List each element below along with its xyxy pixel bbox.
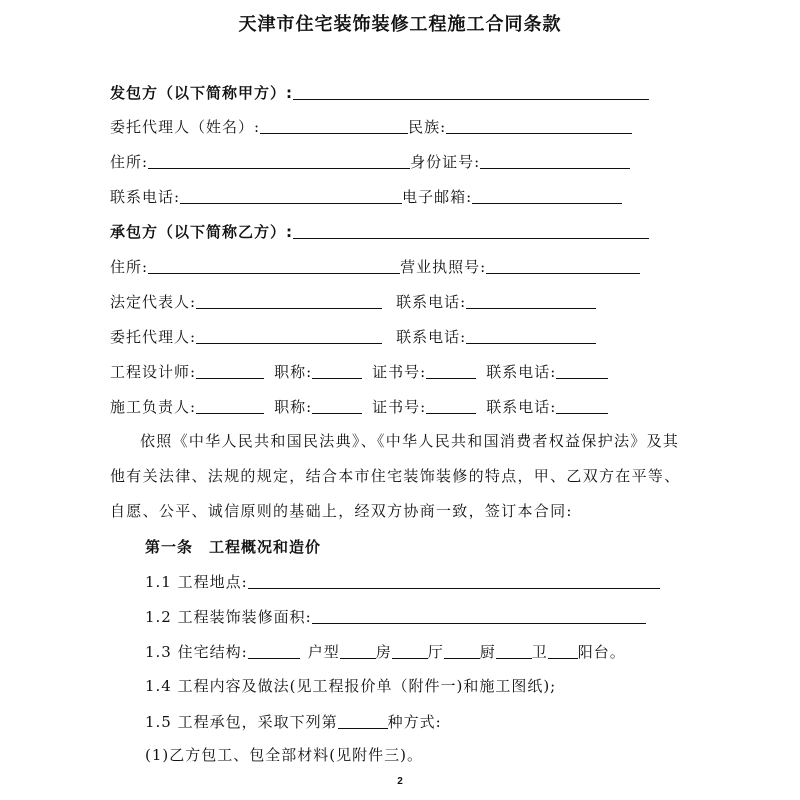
manager-blank — [196, 397, 264, 414]
party-a-agent-label: 委托代理人（姓名）: — [110, 118, 261, 136]
party-a-phone-blank — [180, 187, 402, 204]
option-1: (1)乙方包工、包全部材料(见附件三)。 — [145, 746, 423, 764]
party-a-address-row — [110, 150, 630, 172]
party-a-id-blank — [480, 152, 630, 169]
clause-1-5-blank — [338, 712, 388, 729]
party-b-designer-row — [110, 360, 608, 382]
clause-1-2-blank — [312, 607, 646, 624]
clause-1-3-row — [145, 640, 626, 662]
manager-label: 施工负责人: — [110, 398, 197, 416]
party-b-license-label: 营业执照号: — [400, 258, 487, 276]
party-b-address-row — [110, 255, 640, 277]
party-a-address-label: 住所: — [110, 153, 149, 171]
clause-1-2-row — [145, 605, 646, 627]
party-a-label: 发包方（以下简称甲方）: — [110, 84, 293, 102]
clause-1-3-label: 1.3 住宅结构: — [145, 643, 248, 661]
party-a-contact-row — [110, 185, 622, 207]
huxing-label: 户型 — [307, 643, 340, 661]
party-a-phone-label: 联系电话: — [110, 188, 181, 206]
document-title: 天津市住宅装饰装修工程施工合同条款 — [238, 14, 562, 35]
party-a-id-label: 身份证号: — [410, 153, 481, 171]
designer-cert-blank — [426, 362, 476, 379]
clause-1-5-suffix: 种方式: — [387, 713, 442, 731]
party-b-address-blank — [148, 257, 400, 274]
page-number: 2 — [397, 776, 403, 787]
designer-blank — [196, 362, 264, 379]
clause-1-5-row — [145, 710, 442, 732]
party-b-license-blank — [486, 257, 640, 274]
preamble-paragraph: 依照《中华人民共和国民法典》、《中华人民共和国消费者权益保护法》及其他有关法律、法规的规定，结合本市住宅装饰装修的特点，甲、乙双方在平等、自愿、公平、诚信原则的基础上，经双方协商一致，签订本合同: — [110, 432, 681, 520]
manager-title-label: 职称: — [274, 398, 313, 416]
party-b-agent-row — [110, 325, 596, 347]
party-b-label: 承包方（以下简称乙方）: — [110, 223, 293, 241]
party-b-manager-row — [110, 395, 608, 417]
party-a-email-label: 电子邮箱: — [402, 188, 473, 206]
bath-blank — [496, 642, 532, 659]
party-b-legal-rep-blank — [196, 292, 382, 309]
hall-label: 厅 — [427, 643, 444, 661]
manager-phone-label: 联系电话: — [486, 398, 557, 416]
clause-1-1-blank — [248, 572, 660, 589]
party-b-agent-label: 委托代理人: — [110, 328, 197, 346]
manager-phone-blank — [556, 397, 608, 414]
party-b-agent-phone-label: 联系电话: — [396, 328, 467, 346]
party-b-legal-rep-row — [110, 290, 596, 312]
bath-label: 卫 — [531, 643, 548, 661]
balcony-blank — [548, 642, 578, 659]
designer-phone-label: 联系电话: — [486, 363, 557, 381]
kitchen-label: 厨 — [479, 643, 496, 661]
hall-blank — [392, 642, 428, 659]
clause-1-1-row — [145, 570, 660, 592]
designer-label: 工程设计师: — [110, 363, 197, 381]
room-blank — [340, 642, 376, 659]
designer-title-blank — [312, 362, 362, 379]
clause-1-1-label: 1.1 工程地点: — [145, 573, 248, 591]
party-b-row — [110, 220, 649, 242]
clause-1-2-label: 1.2 工程装饰装修面积: — [145, 608, 312, 626]
party-a-ethnicity-label: 民族: — [408, 118, 447, 136]
structure-blank — [248, 642, 300, 659]
party-b-legal-rep-phone-label: 联系电话: — [396, 293, 467, 311]
designer-cert-label: 证书号: — [372, 363, 427, 381]
party-b-agent-phone-blank — [466, 327, 596, 344]
party-b-legal-rep-phone-blank — [466, 292, 596, 309]
party-b-legal-rep-label: 法定代表人: — [110, 293, 197, 311]
party-b-agent-blank — [196, 327, 382, 344]
clause-1-5-prefix: 1.5 工程承包，采取下列第 — [145, 713, 338, 731]
balcony-label: 阳台。 — [577, 643, 626, 661]
party-a-row — [110, 81, 649, 103]
party-a-address-blank — [148, 152, 410, 169]
party-a-ethnicity-blank — [446, 117, 632, 134]
party-a-blank — [293, 83, 649, 100]
article-1-heading: 第一条 工程概况和造价 — [145, 538, 322, 556]
manager-title-blank — [312, 397, 362, 414]
designer-title-label: 职称: — [274, 363, 313, 381]
designer-phone-blank — [556, 362, 608, 379]
party-b-blank — [293, 222, 649, 239]
clause-1-4: 1.4 工程内容及做法(见工程报价单（附件一)和施工图纸); — [145, 677, 557, 695]
party-a-agent-row — [110, 115, 632, 137]
kitchen-blank — [444, 642, 480, 659]
party-a-email-blank — [472, 187, 622, 204]
room-label: 房 — [375, 643, 392, 661]
party-b-address-label: 住所: — [110, 258, 149, 276]
manager-cert-label: 证书号: — [372, 398, 427, 416]
party-a-agent-blank — [260, 117, 408, 134]
manager-cert-blank — [426, 397, 476, 414]
